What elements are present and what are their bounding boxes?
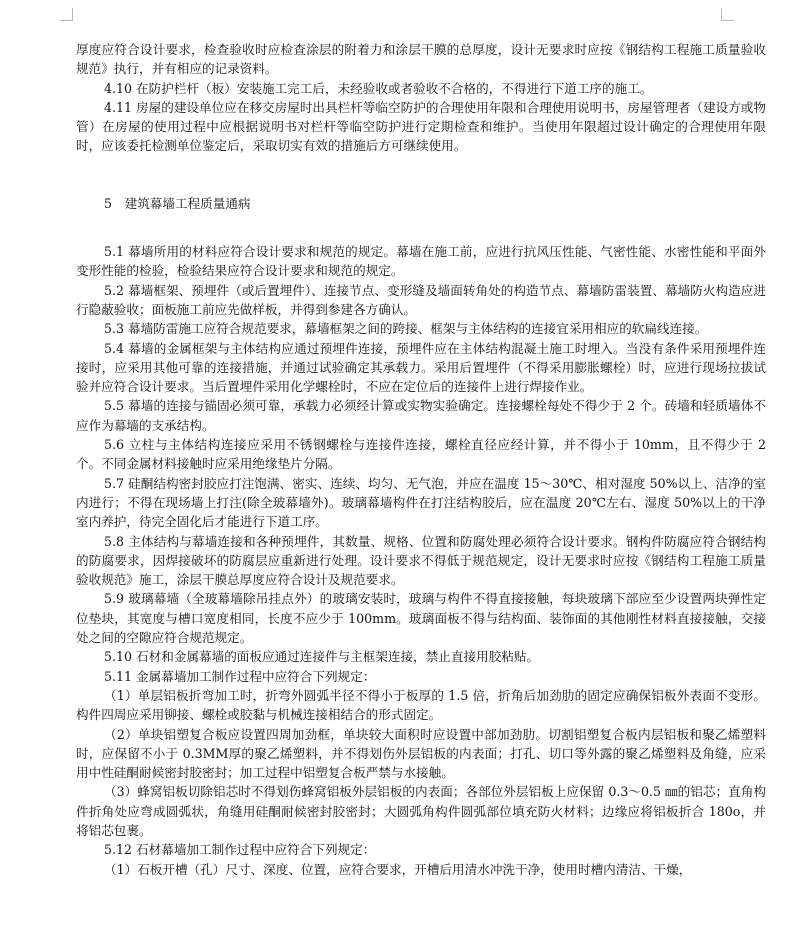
paragraph-spacer <box>76 213 766 242</box>
paragraph: 4.11 房屋的建设单位应在移交房屋时出具栏杆等临空防护的合理使用年限和合理使用说明书，房屋管理者（建设方或物管）在房屋的使用过程中应根据说明书对栏杆等临空防护进行定期检查和维护。当使用年限超过设计确定的合理使用年限时，应该委托检测单位鉴定后，采取切实有效的措施后方可继续使用。 <box>76 99 766 154</box>
paragraph: 5.6 立柱与主体结构连接应采用不锈钢螺栓与连接件连接，螺栓直径应经计算，并不得小于 10mm，且不得少于 2 个。不同金属材料接触时应采用绝缘垫片分隔。 <box>76 437 766 472</box>
section-heading: 5 建筑幕墙工程质量通病 <box>104 195 251 211</box>
paragraph: 5.7 硅酮结构密封胶应打注饱满、密实、连续、均匀、无气泡，并应在温度 15～30℃、相对湿度 50%以上、洁净的室内进行；不得在现场墙上打注(除全玻幕墙外)。玻璃幕墙构件在打注结构胶后，应在温度 20℃左右、湿度 50%以上的干净室内养护，待完全固化后才能进行下道工序。 <box>76 475 766 530</box>
left-margin-crop-mark <box>60 8 73 21</box>
right-margin-crop-mark <box>721 8 734 21</box>
paragraph: （2）单块铝塑复合板应设置四周加劲框，单块较大面积时应设置中部加劲肋。切割铝塑复合板内层铝板和聚乙烯塑料时，应保留不小于 0.3MM厚的聚乙烯塑料，并不得划伤外层铝板的内表面；打孔、切口等外露的聚乙烯塑料及角缝，应采用中性硅酮耐候密封胶密封；加工过程中铝塑复合板严禁与水接触。 <box>76 726 766 781</box>
document-body <box>76 40 766 879</box>
paragraph-spacer <box>76 156 766 194</box>
paragraph: 5.10 石材和金属幕墙的面板应通过连接件与主框架连接，禁止直接用胶粘贴。 <box>104 649 540 665</box>
paragraph: 5.8 主体结构与幕墙连接和各种预埋件，其数量、规格、位置和防腐处理必须符合设计要求。钢构件防腐应符合钢结构的防腐要求，因焊接破坏的防腐层应重新进行处理。设计要求不得低于规范规定，设计无要求时应按《钢结构工程施工质量验收规范》施工，涂层干膜总厚度应符合设计及规范要求。 <box>76 533 766 588</box>
paragraph: （1）石板开槽（孔）尺寸、深度、位置，应符合要求，开槽后用清水冲洗干净，使用时槽内清洁、干燥， <box>104 861 692 877</box>
paragraph: 5.2 幕墙框架、预埋件（或后置埋件）、连接节点、变形缝及墙面转角处的构造节点、幕墙防雷装置、幕墙防火构造应进行隐蔽验收；面板施工前应先做样板，并得到参建各方确认。 <box>76 282 766 317</box>
paragraph: （3）蜂窝铝板切除铝芯时不得划伤蜂窝铝板外层铝板的内表面；各部位外层铝板上应保留 0.3～0.5 ㎜的铝芯；直角构件折角处应弯成圆弧状，角缝用硅酮耐候密封胶密封；大圆弧角构件圆弧部位填充防火材料；边缘应将铝板折合 180o，并将铝芯包裹。 <box>76 784 766 838</box>
paragraph: 5.1 幕墙所用的材料应符合设计要求和规范的规定。幕墙在施工前，应进行抗风压性能、气密性能、水密性能和平面外变形性能的检验，检验结果应符合设计要求和规范的规定。 <box>76 244 766 279</box>
paragraph: （1）单层铝板折弯加工时，折弯外圆弧半径不得小于板厚的 1.5 倍，折角后加劲肋的固定应确保铝板外表面不变形。构件四周应采用铆接、螺栓或胶黏与机械连接相结合的形式固定。 <box>76 687 766 723</box>
paragraph: 5.9 玻璃幕墙（全玻幕墙除吊挂点外）的玻璃安装时，玻璃与构件不得直接接触，每块玻璃下部应至少设置两块弹性定位垫块，其宽度与槽口宽度相同，长度不应少于 100mm。玻璃面板不得与结构面、装饰面的其他刚性材料直接接触，交接处之间的空隙应符合规范规定。 <box>76 591 766 646</box>
paragraph: 5.3 幕墙防雷施工应符合规范要求，幕墙框架之间的跨接、框架与主体结构的连接宜采用相应的软扁线连接。 <box>104 321 708 337</box>
paragraph: 厚度应符合设计要求，检查验收时应检查涂层的附着力和涂层干膜的总厚度，设计无要求时应按《钢结构工程施工质量验收规范》执行，并有相应的记录资料。 <box>76 42 766 77</box>
paragraph: 4.10 在防护栏杆（板）安装施工完工后，未经验收或者验收不合格的，不得进行下道工序的施工。 <box>104 80 653 96</box>
paragraph: 5.4 幕墙的金属框架与主体结构应通过预埋件连接，预埋件应在主体结构混凝土施工时埋入。当没有条件采用预埋件连接时，应采用其他可靠的连接措施，并通过试验确定其承载力。采用后置埋件（不得采用膨胀螺栓）时，应进行现场拉拔试验并应符合设计要求。当后置埋件采用化学螺栓时，不应在定位后的连接件上进行焊接作业。 <box>76 340 766 395</box>
paragraph: 5.12 石材幕墙加工制作过程中应符合下列规定： <box>104 842 376 858</box>
paragraph: 5.11 金属幕墙加工制作过程中应符合下列规定： <box>104 668 376 684</box>
paragraph: 5.5 幕墙的连接与锚固必须可靠，承载力必须经计算或实物实验确定。连接螺栓每处不得少于 2 个。砖墙和轻质墙体不应作为幕墙的支承结构。 <box>76 398 766 433</box>
